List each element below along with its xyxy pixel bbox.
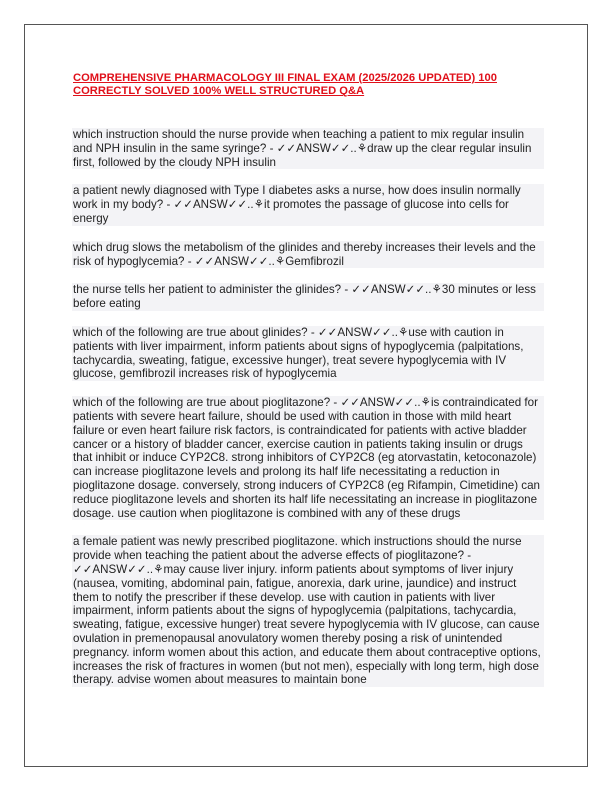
- answer-marker: - ✓✓ANSW✓✓..⚘: [307, 325, 409, 339]
- question-text: which of the following are true about pioglitazone?: [73, 396, 331, 410]
- qa-list: [72, 128, 544, 702]
- qa-item: [72, 396, 544, 520]
- answer-text: may cause liver injury. inform patients about symptoms of liver injury (nausea, vomiting, abdominal pain, fatigue, anorexia, dark urine, jaundice) and instruct them to notify the prescriber if these develop. use with caution in patients with liver impairment, inform patients about the signs of hypoglycemia (palpitations, tachycardia, sweating, fatigue, excessive hunger) treat severe hypoglycemia with IV glucose, can cause ovulation in premenopausal anovulatory women thereby posing a risk of unintended pregnancy. inform women about this action, and educate them about contraceptive options, increases the risk of fractures in women (but not men), especially with long term, high dose therapy. advise women about measures to maintain bone: [73, 562, 541, 687]
- answer-text: 30 minutes or less before eating: [73, 283, 536, 311]
- answer-marker: - ✓✓ANSW✓✓..⚘: [163, 198, 264, 212]
- document-title: COMPREHENSIVE PHARMACOLOGY III FINAL EXAM (2025/2026 UPDATED) 100 CORRECTLY SOLVED 100% WELL STRUCTURED Q&A: [73, 72, 497, 98]
- qa-item: [72, 184, 544, 225]
- question-text: the nurse tells her patient to administer the glinides?: [73, 283, 342, 297]
- question-text: which of the following are true about glinides?: [73, 325, 308, 339]
- qa-item: [72, 128, 544, 169]
- question-text: which drug slows the metabolism of the glinides and thereby increases their levels and the risk of hypoglycemia?: [73, 240, 536, 268]
- answer-marker: - ✓✓ANSW✓✓..⚘: [184, 254, 286, 268]
- answer-text: Gemfibrozil: [285, 254, 344, 268]
- answer-marker: - ✓✓ANSW✓✓..⚘: [73, 549, 472, 576]
- question-text: which instruction should the nurse provide when teaching a patient to mix regular insulin and NPH insulin in the same syringe?: [73, 128, 525, 155]
- answer-text: it promotes the passage of glucose into cells for energy: [73, 198, 509, 225]
- answer-marker: - ✓✓ANSW✓✓..⚘: [341, 283, 442, 297]
- answer-text: is contraindicated for patients with severe heart failure, should be used with caution in those with mild heart failure or even heart failure risk factors, is contraindicated for patients with active bladder cancer or a history of bladder cancer, exercise caution in patients taking insulin or drugs that inhibit or induce CYP2C8. strong inhibitors of CYP2C8 (eg atorvastatin, ketoconazole) can increase pioglitazone levels and prolong its half life necessitating a reduction in pioglitazone dosage. conversely, strong inducers of CYP2C8 (eg Rifampin, Cimetidine) can reduce pioglitazone levels and shorten its half life necessitating an increase in pioglitazone dosage. use caution when pioglitazone is combined with any of these drugs: [73, 396, 540, 520]
- answer-text: draw up the clear regular insulin first, followed by the cloudy NPH insulin: [73, 141, 532, 169]
- question-text: a patient newly diagnosed with Type I diabetes asks a nurse, how does insulin normally work in my body?: [73, 184, 521, 212]
- answer-text: use with caution in patients with liver impairment, inform patients about signs of hypoglycemia (palpitations, tachycardia, sweating, fatigue, excessive hunger), treat severe hypoglycemia with IV glucose, gemfibrozil increases risk of hypoglycemia: [73, 325, 524, 381]
- answer-marker: - ✓✓ANSW✓✓..⚘: [266, 141, 368, 155]
- qa-item: [72, 535, 544, 687]
- qa-item: [72, 241, 544, 269]
- answer-marker: - ✓✓ANSW✓✓..⚘: [330, 396, 431, 410]
- qa-item: [72, 326, 544, 381]
- question-text: a female patient was newly prescribed pioglitazone. which instructions should the nurse provide when teaching the patient about the adverse effects of pioglitazone?: [73, 535, 522, 563]
- qa-item: [72, 283, 544, 311]
